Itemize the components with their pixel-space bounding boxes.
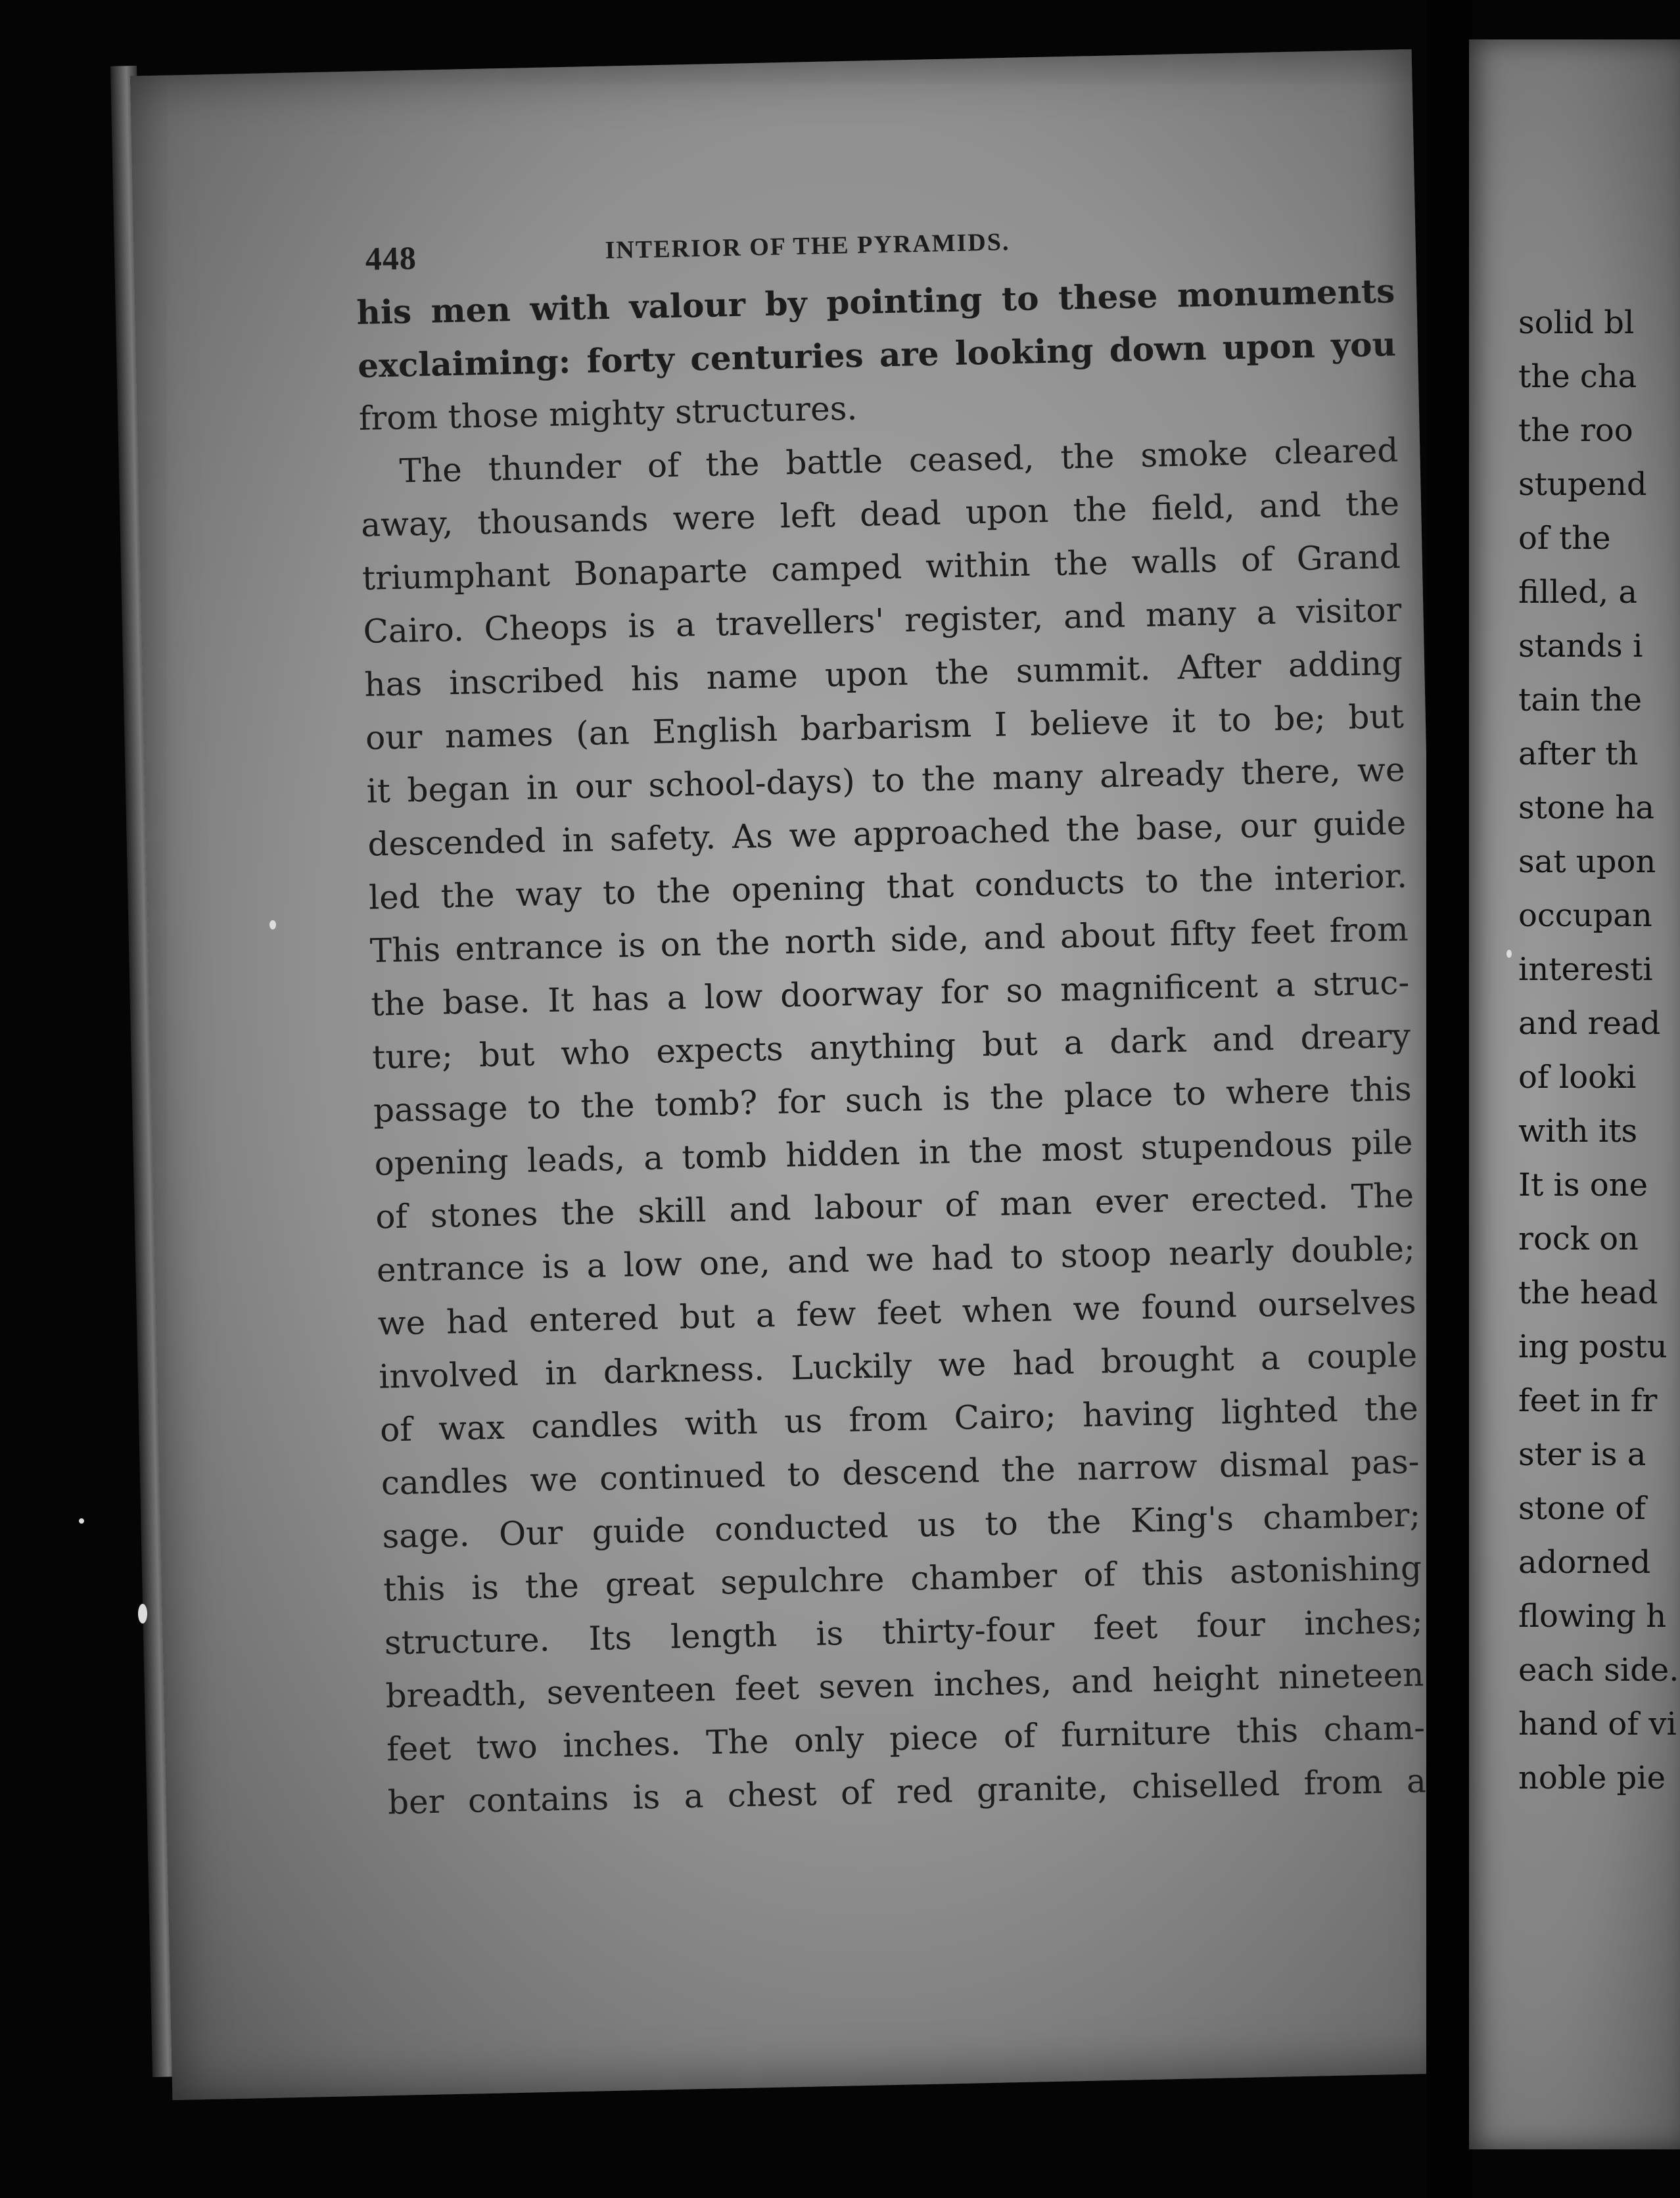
text-line-fragment: the cha — [1518, 358, 1637, 395]
text-line-fragment: the head — [1518, 1274, 1658, 1311]
text-line: ture; but who expects anything but a dark and dreary — [371, 1016, 1411, 1077]
scan-speck — [269, 920, 276, 929]
text-line-fragment: occupan — [1518, 897, 1652, 934]
text-line-fragment: tain the — [1518, 682, 1643, 718]
scan-speck — [79, 1518, 84, 1524]
text-line: of stones the skill and labour of man ever erected. The — [375, 1176, 1414, 1236]
text-line-fragment: stupend — [1518, 466, 1647, 503]
text-line: passage to the tomb? for such is the place to where this — [373, 1069, 1412, 1130]
text-line: our names (an English barbarism I believe it to be; but — [365, 697, 1405, 757]
text-line-fragment: the roo — [1518, 412, 1633, 449]
text-line-fragment: sat upon — [1518, 843, 1656, 880]
text-line: breadth, seventeen feet seven inches, and height nineteen — [385, 1655, 1424, 1716]
body-text — [356, 264, 1427, 1830]
text-line-fragment: of the — [1518, 520, 1611, 557]
text-line-fragment: after th — [1518, 736, 1639, 772]
text-line: structure. Its length is thirty-four feet four inches; — [384, 1602, 1424, 1662]
scan-speck — [1506, 950, 1512, 958]
text-line: led the way to the opening that conducts to the interior. — [368, 856, 1408, 917]
text-line-fragment: solid bl — [1518, 304, 1635, 341]
text-line-fragment: stone of — [1518, 1490, 1646, 1527]
text-line: involved in darkness. Luckily we had brought a couple — [378, 1336, 1418, 1396]
text-line-fragment: noble pie — [1518, 1760, 1666, 1796]
text-line-fragment: It is one — [1518, 1167, 1648, 1204]
text-line: descended in safety. As we approached the base, our guide — [367, 803, 1407, 864]
text-line: Cairo. Cheops is a travellers' register, and many a visitor — [363, 590, 1402, 651]
text-line: has inscribed his name upon the summit. After adding — [363, 643, 1403, 704]
text-line: it began in our school-days) to the many already there, we — [366, 750, 1406, 810]
text-line-fragment: feet in fr — [1518, 1382, 1658, 1419]
text-line-fragment: interesti — [1518, 951, 1653, 988]
text-line: this is the great sepulchre chamber of this astonishing — [383, 1549, 1422, 1609]
text-line: entrance is a low one, and we had to stoop nearly double; — [376, 1229, 1416, 1290]
text-line-fragment: stands i — [1518, 628, 1643, 665]
text-line-fragment: ing postu — [1518, 1328, 1668, 1365]
right-page-text — [1518, 296, 1680, 1805]
text-line: his men with valour by pointing to these monuments — [356, 271, 1395, 332]
text-line-fragment: adorned — [1518, 1544, 1651, 1581]
scan-speck — [138, 1604, 147, 1624]
text-line-fragment: and read — [1518, 1005, 1661, 1042]
text-line-fragment: stone ha — [1518, 789, 1654, 826]
text-line: The thunder of the battle ceased, the smoke cleared — [398, 431, 1399, 490]
text-line-fragment: each side. — [1518, 1652, 1679, 1689]
text-line-fragment: rock on — [1518, 1221, 1639, 1257]
text-line: from those mighty structures. — [358, 389, 858, 438]
text-line: exclaiming: forty centuries are looking down upon you — [357, 324, 1397, 385]
text-line: triumphant Bonaparte camped within the walls of Grand — [362, 537, 1401, 597]
text-line: ber contains is a chest of red granite, chiselled from a — [387, 1762, 1427, 1822]
text-line-fragment: ster is a — [1518, 1436, 1646, 1473]
text-line: sage. Our guide conducted us to the King's chamber; — [381, 1495, 1421, 1556]
text-line: feet two inches. The only piece of furniture this cham- — [386, 1708, 1426, 1769]
page-number: 448 — [365, 239, 417, 277]
text-line-fragment: of looki — [1518, 1059, 1637, 1096]
running-title: INTERIOR OF THE PYRAMIDS. — [605, 228, 1010, 265]
text-line: candles we continued to descend the narrow dismal pas- — [381, 1442, 1420, 1503]
text-line: opening leads, a tomb hidden in the most stupendous pile — [374, 1123, 1413, 1183]
text-line: of wax candles with us from Cairo; having lighted the — [379, 1389, 1419, 1449]
left-page-text — [355, 212, 1427, 1830]
text-line: we had entered but a few feet when we found ourselves — [377, 1282, 1417, 1343]
text-line: away, thousands were left dead upon the field, and the — [360, 484, 1400, 544]
text-line: the base. It has a low doorway for so magnificent a struc- — [370, 963, 1410, 1023]
text-line-fragment: filled, a — [1518, 574, 1637, 611]
text-line-fragment: flowing h — [1518, 1598, 1667, 1635]
text-line-fragment: with its — [1518, 1113, 1638, 1150]
text-line-fragment: hand of vi — [1518, 1706, 1677, 1742]
text-line: This entrance is on the north side, and about fifty feet from — [369, 910, 1409, 970]
book-gutter — [1426, 0, 1472, 2198]
